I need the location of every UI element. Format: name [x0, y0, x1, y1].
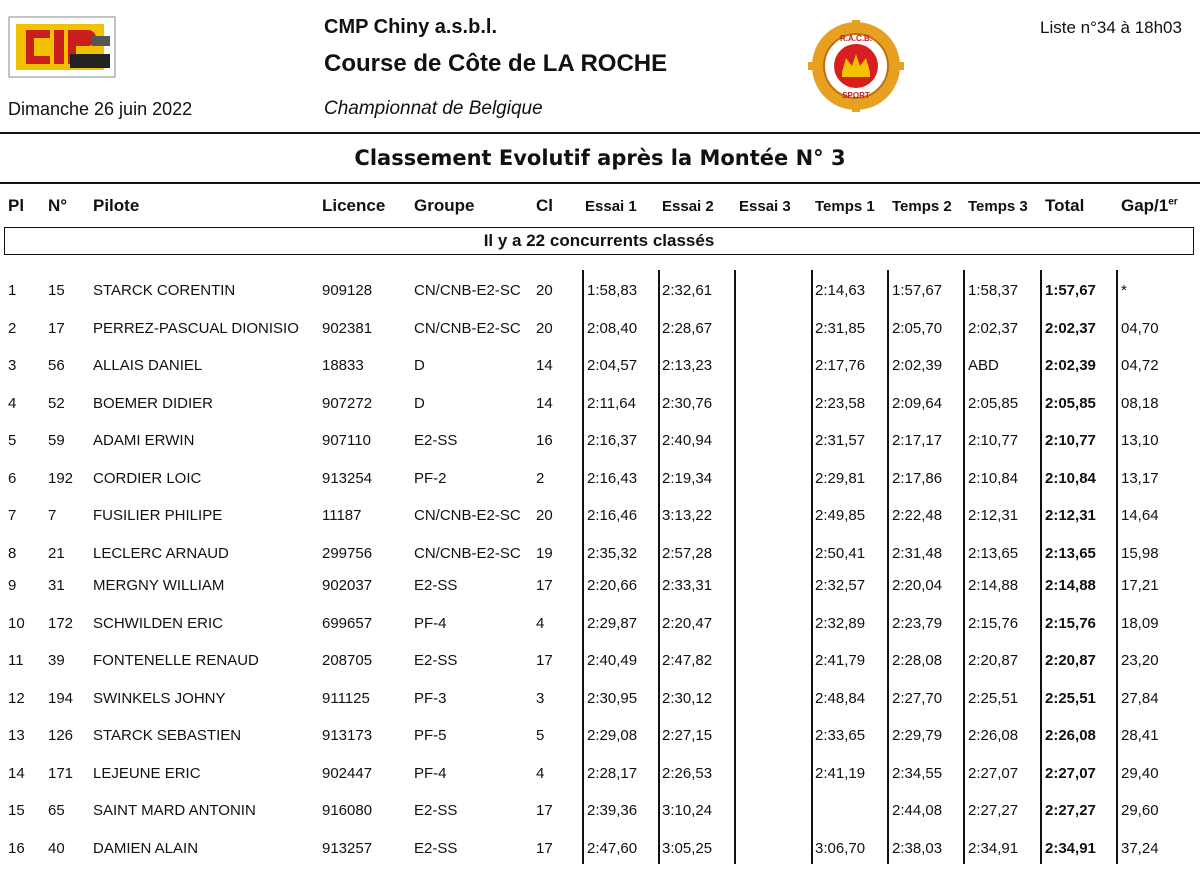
cell-e1: 2:39,36: [587, 802, 638, 819]
cell-t1: 2:50,41: [815, 545, 866, 562]
summary-box: Il y a 22 concurrents classés: [4, 227, 1194, 255]
cell-no: 21: [48, 545, 65, 562]
cell-gap: 37,24: [1121, 840, 1159, 857]
table-row: [0, 395, 1200, 425]
table-row: [0, 727, 1200, 757]
cell-e1: 2:29,87: [587, 615, 638, 632]
cell-pilote: ADAMI ERWIN: [93, 432, 195, 449]
cell-t1: 2:33,65: [815, 727, 866, 744]
cell-groupe: PF-3: [414, 690, 447, 707]
cell-t3: ABD: [968, 357, 999, 374]
cell-no: 31: [48, 577, 65, 594]
table-row: [0, 615, 1200, 645]
cell-gap: 17,21: [1121, 577, 1159, 594]
cell-t3: 2:25,51: [968, 690, 1019, 707]
cell-cl: 19: [536, 545, 553, 562]
col-header-temps3: Temps 3: [968, 198, 1028, 215]
cell-t1: 2:41,19: [815, 765, 866, 782]
cell-e2: 2:40,94: [662, 432, 713, 449]
table-row: [0, 357, 1200, 387]
cell-t3: 2:34,91: [968, 840, 1019, 857]
cell-licence: 902037: [322, 577, 373, 594]
cell-total: 2:25,51: [1045, 690, 1096, 707]
cell-gap: 18,09: [1121, 615, 1159, 632]
cell-cl: 2: [536, 470, 545, 487]
cell-cl: 20: [536, 320, 553, 337]
list-info: Liste n°34 à 18h03: [1040, 18, 1182, 37]
cell-total: 2:10,77: [1045, 432, 1096, 449]
cell-total: 1:57,67: [1045, 282, 1096, 299]
cell-t3: 1:58,37: [968, 282, 1019, 299]
cell-gap: 15,98: [1121, 545, 1159, 562]
cell-total: 2:02,39: [1045, 357, 1096, 374]
cell-total: 2:14,88: [1045, 577, 1096, 594]
cell-total: 2:13,65: [1045, 545, 1096, 562]
cell-groupe: PF-2: [414, 470, 447, 487]
cell-pilote: FONTENELLE RENAUD: [93, 652, 259, 669]
cmp-logo: [8, 16, 116, 78]
cell-licence: 902381: [322, 320, 373, 337]
cell-t2: 2:22,48: [892, 507, 943, 524]
cell-t2: 2:34,55: [892, 765, 943, 782]
table-row: [0, 470, 1200, 500]
cell-total: 2:20,87: [1045, 652, 1096, 669]
cell-t1: 2:23,58: [815, 395, 866, 412]
cell-pl: 12: [8, 690, 25, 707]
cell-no: 192: [48, 470, 74, 487]
cell-licence: 913254: [322, 470, 373, 487]
cell-e1: 2:47,60: [587, 840, 638, 857]
table-row: [0, 545, 1200, 575]
cell-e1: 2:11,64: [587, 395, 636, 412]
cell-e2: 3:05,25: [662, 840, 713, 857]
cell-e1: 2:04,57: [587, 357, 638, 374]
cell-groupe: E2-SS: [414, 652, 458, 669]
cell-cl: 17: [536, 652, 553, 669]
cell-pilote: DAMIEN ALAIN: [93, 840, 199, 857]
cell-pilote: PERREZ-PASCUAL DIONISIO: [93, 320, 299, 337]
cell-total: 2:15,76: [1045, 615, 1096, 632]
cell-groupe: D: [414, 357, 425, 374]
cell-pl: 6: [8, 470, 17, 487]
cell-t2: 2:17,86: [892, 470, 943, 487]
cell-e1: 2:30,95: [587, 690, 638, 707]
cell-gap: 23,20: [1121, 652, 1159, 669]
cell-groupe: CN/CNB-E2-SC: [414, 282, 521, 299]
cell-e1: 2:28,17: [587, 765, 638, 782]
cell-pilote: STARCK SEBASTIEN: [93, 727, 242, 744]
cell-licence: 299756: [322, 545, 373, 562]
col-header-pl: Pl: [8, 196, 25, 215]
cell-t3: 2:14,88: [968, 577, 1019, 594]
cell-gap: *: [1121, 282, 1127, 299]
cell-licence: 916080: [322, 802, 373, 819]
classement-title: Classement Evolutif après la Montée N° 3: [354, 146, 846, 170]
cell-total: 2:26,08: [1045, 727, 1096, 744]
cell-cl: 17: [536, 577, 553, 594]
cell-total: 2:27,27: [1045, 802, 1096, 819]
cell-cl: 16: [536, 432, 553, 449]
racb-logo-top-text: R.A.C.B.: [840, 34, 872, 43]
cell-t3: 2:10,84: [968, 470, 1019, 487]
col-header-licence: Licence: [322, 196, 386, 215]
cell-t2: 2:17,17: [892, 432, 943, 449]
cell-t1: 2:32,89: [815, 615, 866, 632]
cell-t3: 2:20,87: [968, 652, 1019, 669]
table-row: [0, 577, 1200, 607]
col-header-essai2: Essai 2: [662, 198, 714, 215]
table-row: [0, 507, 1200, 537]
cell-e2: 2:30,76: [662, 395, 713, 412]
championship-label: Championnat de Belgique: [324, 98, 543, 119]
cell-e2: 2:57,28: [662, 545, 713, 562]
racb-logo-bottom-text: SPORT: [842, 91, 870, 100]
cell-no: 40: [48, 840, 65, 857]
cell-t3: 2:12,31: [968, 507, 1019, 524]
cell-t1: 2:31,85: [815, 320, 866, 337]
cell-pilote: SAINT MARD ANTONIN: [93, 802, 256, 819]
table-row: [0, 690, 1200, 720]
cell-t2: 2:28,08: [892, 652, 943, 669]
cell-gap: 04,72: [1121, 357, 1159, 374]
cell-total: 2:05,85: [1045, 395, 1096, 412]
cell-gap: 13,17: [1121, 470, 1159, 487]
cell-t2: 2:02,39: [892, 357, 943, 374]
event-title: Course de Côte de LA ROCHE: [324, 50, 668, 77]
cell-licence: 902447: [322, 765, 373, 782]
cell-t2: 2:05,70: [892, 320, 943, 337]
cell-no: 65: [48, 802, 65, 819]
cell-e1: 2:08,40: [587, 320, 638, 337]
cell-e2: 2:32,61: [662, 282, 713, 299]
cell-pilote: CORDIER LOIC: [93, 470, 202, 487]
cell-cl: 3: [536, 690, 545, 707]
cell-groupe: CN/CNB-E2-SC: [414, 507, 521, 524]
racb-sport-logo: [808, 20, 904, 112]
cell-no: 39: [48, 652, 65, 669]
cell-no: 126: [48, 727, 74, 744]
cell-gap: 08,18: [1121, 395, 1159, 412]
cell-pl: 1: [8, 282, 17, 299]
cell-cl: 4: [536, 615, 545, 632]
header-divider: [0, 182, 1200, 184]
cell-total: 2:10,84: [1045, 470, 1096, 487]
cell-pl: 13: [8, 727, 25, 744]
cell-pilote: LEJEUNE ERIC: [93, 765, 201, 782]
cell-licence: 909128: [322, 282, 373, 299]
col-header-essai1: Essai 1: [585, 198, 637, 215]
col-header-no: N°: [48, 196, 68, 215]
cell-e1: 2:29,08: [587, 727, 638, 744]
cell-t2: 2:29,79: [892, 727, 943, 744]
cell-licence: 913257: [322, 840, 373, 857]
cell-e1: 1:58,83: [587, 282, 638, 299]
col-header-temps2: Temps 2: [892, 198, 952, 215]
cell-licence: 907272: [322, 395, 373, 412]
cell-pl: 5: [8, 432, 17, 449]
event-date: Dimanche 26 juin 2022: [8, 99, 193, 119]
cell-pl: 2: [8, 320, 17, 337]
cell-gap: 28,41: [1121, 727, 1159, 744]
cell-e2: 2:30,12: [662, 690, 713, 707]
col-header-temps1: Temps 1: [815, 198, 875, 215]
table-row: [0, 282, 1200, 312]
cell-t2: 2:20,04: [892, 577, 943, 594]
top-divider: [0, 132, 1200, 134]
cell-pl: 15: [8, 802, 25, 819]
cell-groupe: E2-SS: [414, 840, 458, 857]
cell-no: 52: [48, 395, 65, 412]
cell-groupe: E2-SS: [414, 802, 458, 819]
cell-e2: 3:10,24: [662, 802, 713, 819]
cell-groupe: PF-4: [414, 765, 447, 782]
cell-t1: 2:32,57: [815, 577, 866, 594]
cell-e1: 2:16,37: [587, 432, 638, 449]
organizer-name: CMP Chiny a.s.b.l.: [324, 16, 497, 38]
cell-e1: 2:20,66: [587, 577, 638, 594]
cell-gap: 27,84: [1121, 690, 1159, 707]
cell-pilote: STARCK CORENTIN: [93, 282, 236, 299]
cell-pl: 3: [8, 357, 17, 374]
cell-pilote: BOEMER DIDIER: [93, 395, 214, 412]
cell-groupe: PF-5: [414, 727, 447, 744]
cell-e2: 2:13,23: [662, 357, 713, 374]
col-header-gap-sup: er: [1168, 196, 1178, 208]
cell-pilote: MERGNY WILLIAM: [93, 577, 225, 594]
cell-e2: 2:19,34: [662, 470, 713, 487]
table-row: [0, 652, 1200, 682]
cell-total: 2:27,07: [1045, 765, 1096, 782]
cell-e2: 2:26,53: [662, 765, 713, 782]
cell-groupe: D: [414, 395, 425, 412]
table-row: [0, 320, 1200, 350]
cell-total: 2:12,31: [1045, 507, 1096, 524]
cell-licence: 699657: [322, 615, 373, 632]
col-header-groupe: Groupe: [414, 196, 475, 215]
cell-t2: 2:27,70: [892, 690, 943, 707]
table-row: [0, 802, 1200, 832]
cell-t3: 2:02,37: [968, 320, 1019, 337]
cell-e1: 2:16,46: [587, 507, 638, 524]
cell-pilote: SCHWILDEN ERIC: [93, 615, 224, 632]
cell-t1: 2:49,85: [815, 507, 866, 524]
col-header-pilote: Pilote: [93, 196, 140, 215]
cell-t1: 2:31,57: [815, 432, 866, 449]
cell-licence: 11187: [322, 507, 362, 524]
cell-t3: 2:13,65: [968, 545, 1019, 562]
cell-pl: 4: [8, 395, 17, 412]
table-row: [0, 432, 1200, 462]
cell-t3: 2:27,07: [968, 765, 1019, 782]
cell-pl: 9: [8, 577, 17, 594]
cell-pilote: ALLAIS DANIEL: [93, 357, 203, 374]
cell-licence: 18833: [322, 357, 364, 374]
cell-gap: 29,40: [1121, 765, 1159, 782]
cell-no: 17: [48, 320, 65, 337]
cell-t3: 2:15,76: [968, 615, 1019, 632]
cell-groupe: CN/CNB-E2-SC: [414, 320, 521, 337]
cell-gap: 29,60: [1121, 802, 1159, 819]
cell-no: 56: [48, 357, 65, 374]
cell-t2: 2:09,64: [892, 395, 943, 412]
cell-groupe: CN/CNB-E2-SC: [414, 545, 521, 562]
cell-no: 171: [48, 765, 74, 782]
cell-t1: 2:29,81: [815, 470, 866, 487]
cell-licence: 208705: [322, 652, 373, 669]
cell-licence: 907110: [322, 432, 371, 449]
cell-t1: 2:41,79: [815, 652, 866, 669]
cell-groupe: PF-4: [414, 615, 447, 632]
cell-no: 172: [48, 615, 74, 632]
cell-t2: 1:57,67: [892, 282, 943, 299]
cell-t3: 2:27,27: [968, 802, 1019, 819]
cell-cl: 17: [536, 840, 553, 857]
cell-gap: 04,70: [1121, 320, 1159, 337]
cell-cl: 17: [536, 802, 553, 819]
cell-e2: 2:33,31: [662, 577, 713, 594]
cell-pl: 8: [8, 545, 17, 562]
cell-cl: 20: [536, 282, 553, 299]
cell-gap: 14,64: [1121, 507, 1159, 524]
cell-cl: 5: [536, 727, 545, 744]
cell-t2: 2:44,08: [892, 802, 943, 819]
cell-t3: 2:05,85: [968, 395, 1019, 412]
cell-t1: 3:06,70: [815, 840, 866, 857]
cell-t1: 2:17,76: [815, 357, 866, 374]
cell-groupe: E2-SS: [414, 577, 458, 594]
cell-no: 59: [48, 432, 65, 449]
cell-pl: 11: [8, 652, 24, 669]
cell-e2: 2:27,15: [662, 727, 713, 744]
table-row: [0, 840, 1200, 870]
cell-e2: 3:13,22: [662, 507, 713, 524]
cell-gap: 13,10: [1121, 432, 1159, 449]
cell-cl: 20: [536, 507, 553, 524]
cell-e1: 2:16,43: [587, 470, 638, 487]
cell-t2: 2:31,48: [892, 545, 943, 562]
cell-licence: 913173: [322, 727, 373, 744]
cell-t1: 2:14,63: [815, 282, 866, 299]
cell-groupe: E2-SS: [414, 432, 458, 449]
col-header-essai3: Essai 3: [739, 198, 791, 215]
cell-t2: 2:38,03: [892, 840, 943, 857]
cell-pilote: SWINKELS JOHNY: [93, 690, 226, 707]
cell-e1: 2:35,32: [587, 545, 638, 562]
table-row: [0, 765, 1200, 795]
col-header-gap-label: Gap/1: [1121, 196, 1169, 215]
cell-no: 194: [48, 690, 74, 707]
cell-no: 15: [48, 282, 65, 299]
cell-pilote: FUSILIER PHILIPE: [93, 507, 223, 524]
cell-pilote: LECLERC ARNAUD: [93, 545, 229, 562]
cell-pl: 7: [8, 507, 17, 524]
col-header-gap: [1121, 196, 1178, 216]
cell-total: 2:02,37: [1045, 320, 1096, 337]
cell-t3: 2:26,08: [968, 727, 1019, 744]
cell-t1: 2:48,84: [815, 690, 866, 707]
cell-t3: 2:10,77: [968, 432, 1019, 449]
cell-e2: 2:28,67: [662, 320, 713, 337]
cell-pl: 14: [8, 765, 25, 782]
col-header-total: Total: [1045, 196, 1085, 215]
cell-total: 2:34,91: [1045, 840, 1096, 857]
cell-e2: 2:20,47: [662, 615, 713, 632]
col-header-cl: Cl: [536, 196, 553, 215]
cell-e1: 2:40,49: [587, 652, 638, 669]
cell-e2: 2:47,82: [662, 652, 713, 669]
cell-cl: 14: [536, 395, 553, 412]
cell-cl: 4: [536, 765, 545, 782]
cell-t2: 2:23,79: [892, 615, 943, 632]
cell-pl: 16: [8, 840, 25, 857]
cell-no: 7: [48, 507, 57, 524]
cell-cl: 14: [536, 357, 553, 374]
cell-licence: 911125: [322, 690, 370, 707]
cell-pl: 10: [8, 615, 25, 632]
